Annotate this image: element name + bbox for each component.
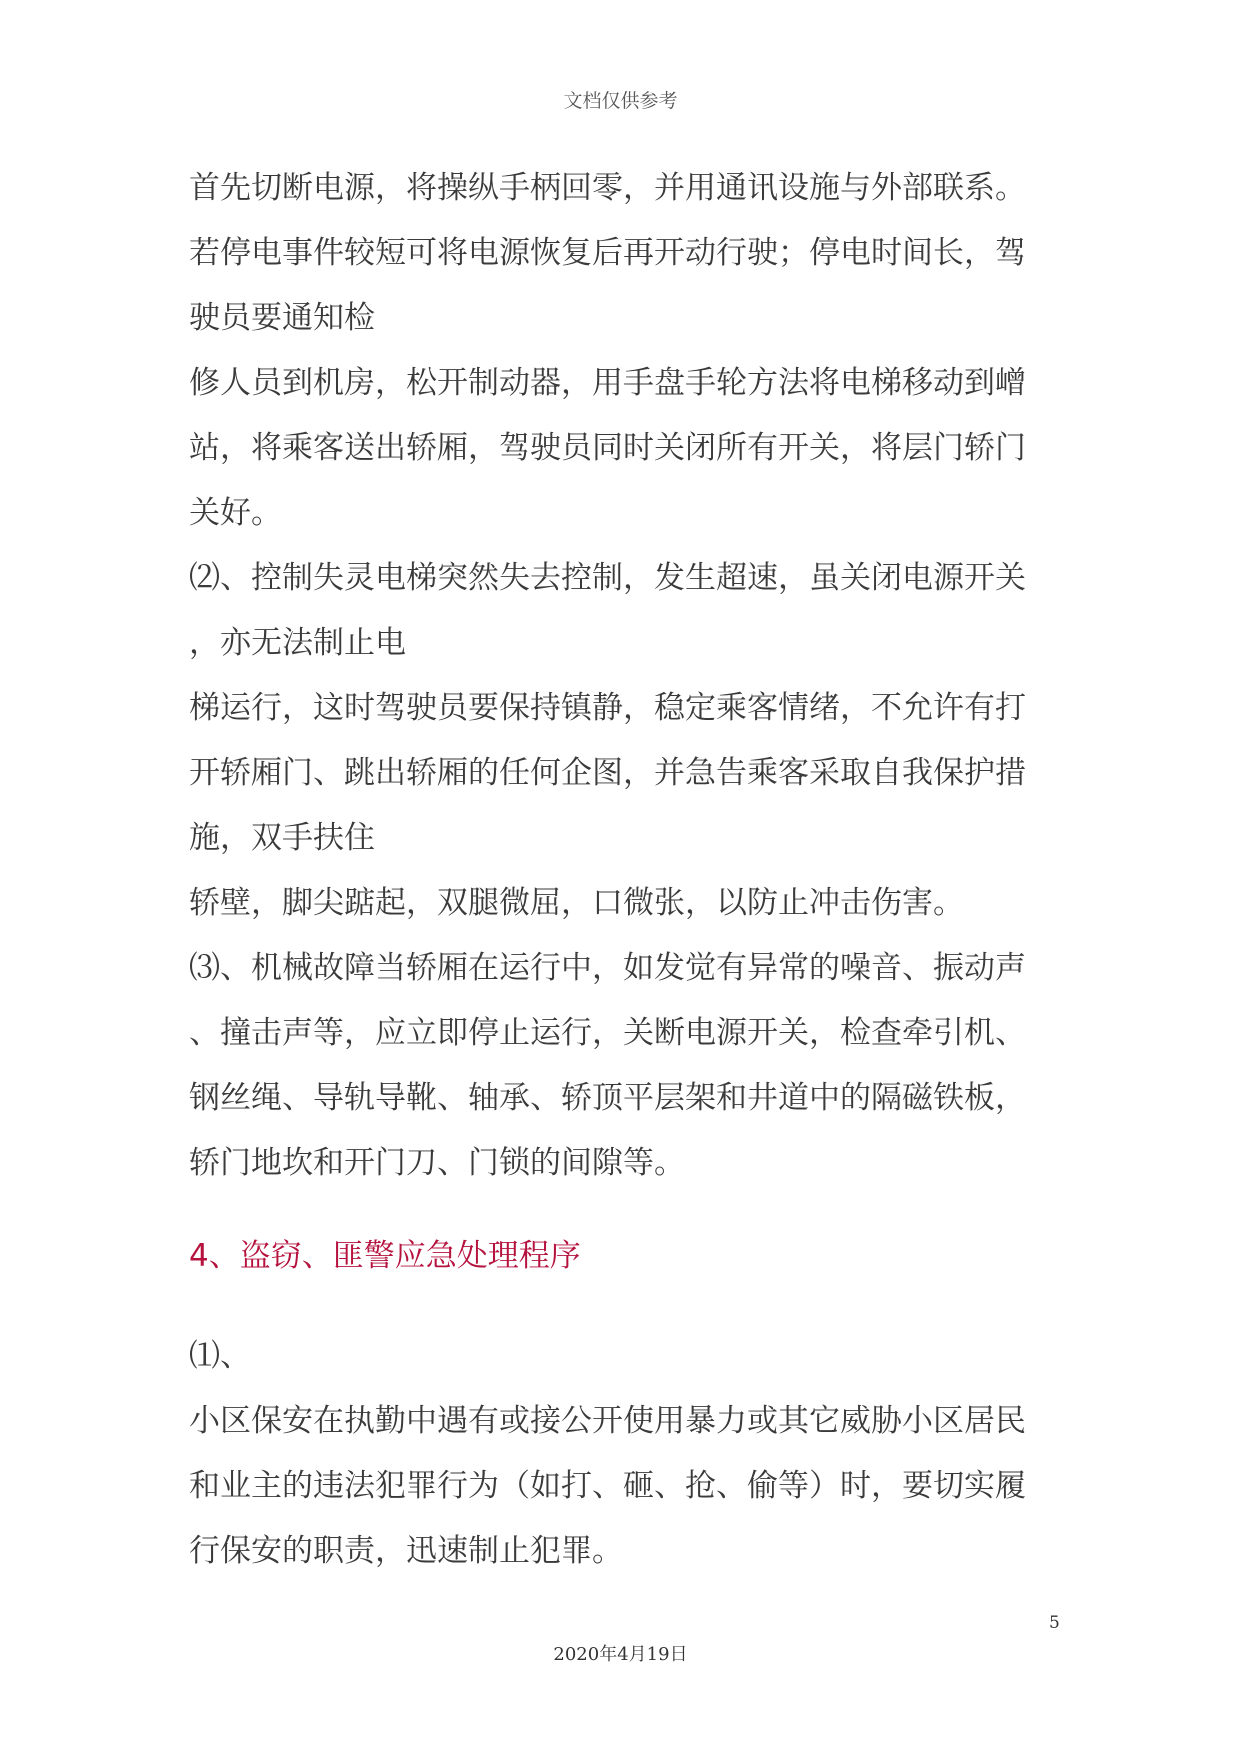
section-heading: 4、盗窃、匪警应急处理程序 — [189, 1238, 581, 1274]
paragraph-line: 若停电事件较短可将电源恢复后再开动行驶；停电时间长，驾 — [189, 235, 1026, 271]
paragraph-line: 梯运行，这时驾驶员要保持镇静，稳定乘客情绪，不允许有打 — [189, 690, 1026, 726]
page-header: 文档仅供参考 — [563, 90, 678, 112]
paragraph-line: 轿壁，脚尖踮起，双腿微屈，口微张，以防止冲击伤害。 — [189, 885, 964, 921]
spacer — [189, 1289, 1049, 1324]
paragraph-line: 轿门地坎和开门刀、门锁的间隙等。 — [189, 1145, 685, 1181]
spacer — [189, 1196, 1049, 1224]
paragraph-line: ，亦无法制止电 — [189, 625, 406, 661]
paragraph-line: 首先切断电源，将操纵手柄回零，并用通讯设施与外部联系。 — [189, 170, 1026, 206]
paragraph-line: 小区保安在执勤中遇有或接公开使用暴力或其它威胁小区居民 — [189, 1403, 1026, 1439]
paragraph-line: 、撞击声等，应立即停止运行，关断电源开关，检查牵引机、 — [189, 1015, 1026, 1051]
document-body — [189, 156, 1049, 1584]
page-number: 5 — [1049, 1613, 1060, 1633]
paragraph-line: ⑵、控制失灵电梯突然失去控制，发生超速，虽关闭电源开关 — [189, 560, 1026, 596]
paragraph-line: 修人员到机房，松开制动器，用手盘手轮方法将电梯移动到嶒 — [189, 365, 1026, 401]
paragraph-line: 驶员要通知检 — [189, 300, 375, 336]
paragraph-line: 开轿厢门、跳出轿厢的任何企图，并急告乘客采取自我保护措 — [189, 755, 1026, 791]
page-footer-date: 2020年4月19日 — [553, 1644, 688, 1665]
paragraph-line: 关好。 — [189, 495, 282, 531]
paragraph-line: ⑴、 — [189, 1338, 251, 1374]
paragraph-line: 行保安的职责，迅速制止犯罪。 — [189, 1533, 623, 1569]
paragraph-line: 施，双手扶住 — [189, 820, 375, 856]
paragraph-line: ⑶、机械故障当轿厢在运行中，如发觉有异常的噪音、振动声 — [189, 950, 1026, 986]
paragraph-line: 钢丝绳、导轨导靴、轴承、轿顶平层架和井道中的隔磁铁板， — [189, 1080, 1026, 1116]
paragraph-line: 站，将乘客送出轿厢，驾驶员同时关闭所有开关，将层门轿门 — [189, 430, 1026, 466]
paragraph-line: 和业主的违法犯罪行为（如打、砸、抢、偷等）时，要切实履 — [189, 1468, 1026, 1504]
